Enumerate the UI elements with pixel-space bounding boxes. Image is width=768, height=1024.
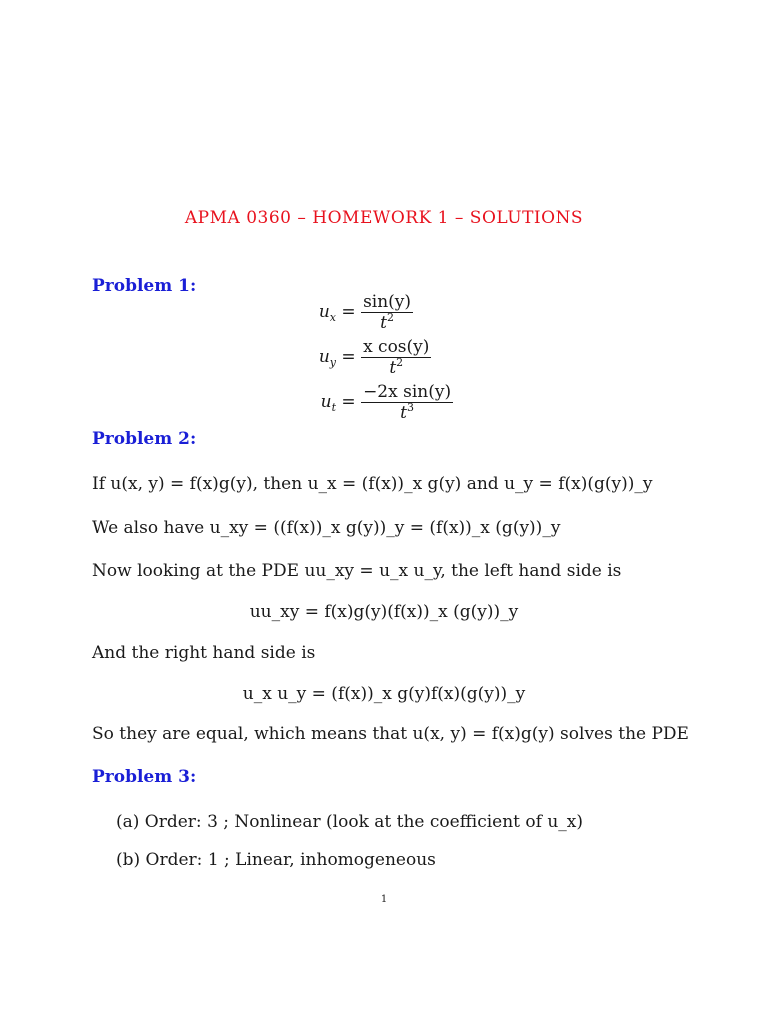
document-title: APMA 0360 – HOMEWORK 1 – SOLUTIONS xyxy=(184,208,584,228)
equation-rhs: u_x u_y = (f(x))_x g(y)f(x)(g(y))_y xyxy=(242,684,526,704)
problem-3-item-a: (a) Order: 3 ; Nonlinear (look at the coefficient of u_x) xyxy=(116,812,584,832)
problem-2-line-2-text: We also have u_xy = ((f(x))_x g(y))_y = (f(x))_x (g(y))_y xyxy=(92,518,561,538)
problem-2-line-3 xyxy=(92,561,621,581)
problem-2-line-3-text: Now looking at the PDE uu_xy = u_x u_y, the left hand side is xyxy=(92,561,622,581)
problem-2-line-5: So they are equal, which means that u(x, y) = f(x)g(y) solves the PDE xyxy=(92,724,689,744)
equation-uy: $u_y$ = $\frac{\text{x cos(y)}}{t^2}$ xyxy=(318,337,430,378)
equation-lhs: uu_xy = f(x)g(y)(f(x))_x (g(y))_y xyxy=(249,602,519,622)
problem-2-line-1 xyxy=(92,474,652,494)
problem-1-heading: Problem 1: xyxy=(92,276,197,296)
problem-2-line-2 xyxy=(92,518,560,538)
problem-3-heading: Problem 3: xyxy=(92,767,197,787)
page-number: 1 xyxy=(380,894,388,905)
problem-3-item-b: (b) Order: 1 ; Linear, inhomogeneous xyxy=(116,850,436,870)
problem-2-line-4: And the right hand side is xyxy=(92,643,316,663)
equation-ut: $u_t$ = $\frac{\text{−2x sin(y)}}{t^3}$ xyxy=(320,382,452,423)
problem-2-heading: Problem 2: xyxy=(92,429,197,449)
equation-ux: $u_x$ = $\frac{\sin(y)}{t^2}$ xyxy=(318,292,412,333)
problem-2-line-1-text: If u(x, y) = f(x)g(y), then u_x = (f(x))_x g(y) and u_y = f(x)(g(y))_y xyxy=(92,474,653,494)
